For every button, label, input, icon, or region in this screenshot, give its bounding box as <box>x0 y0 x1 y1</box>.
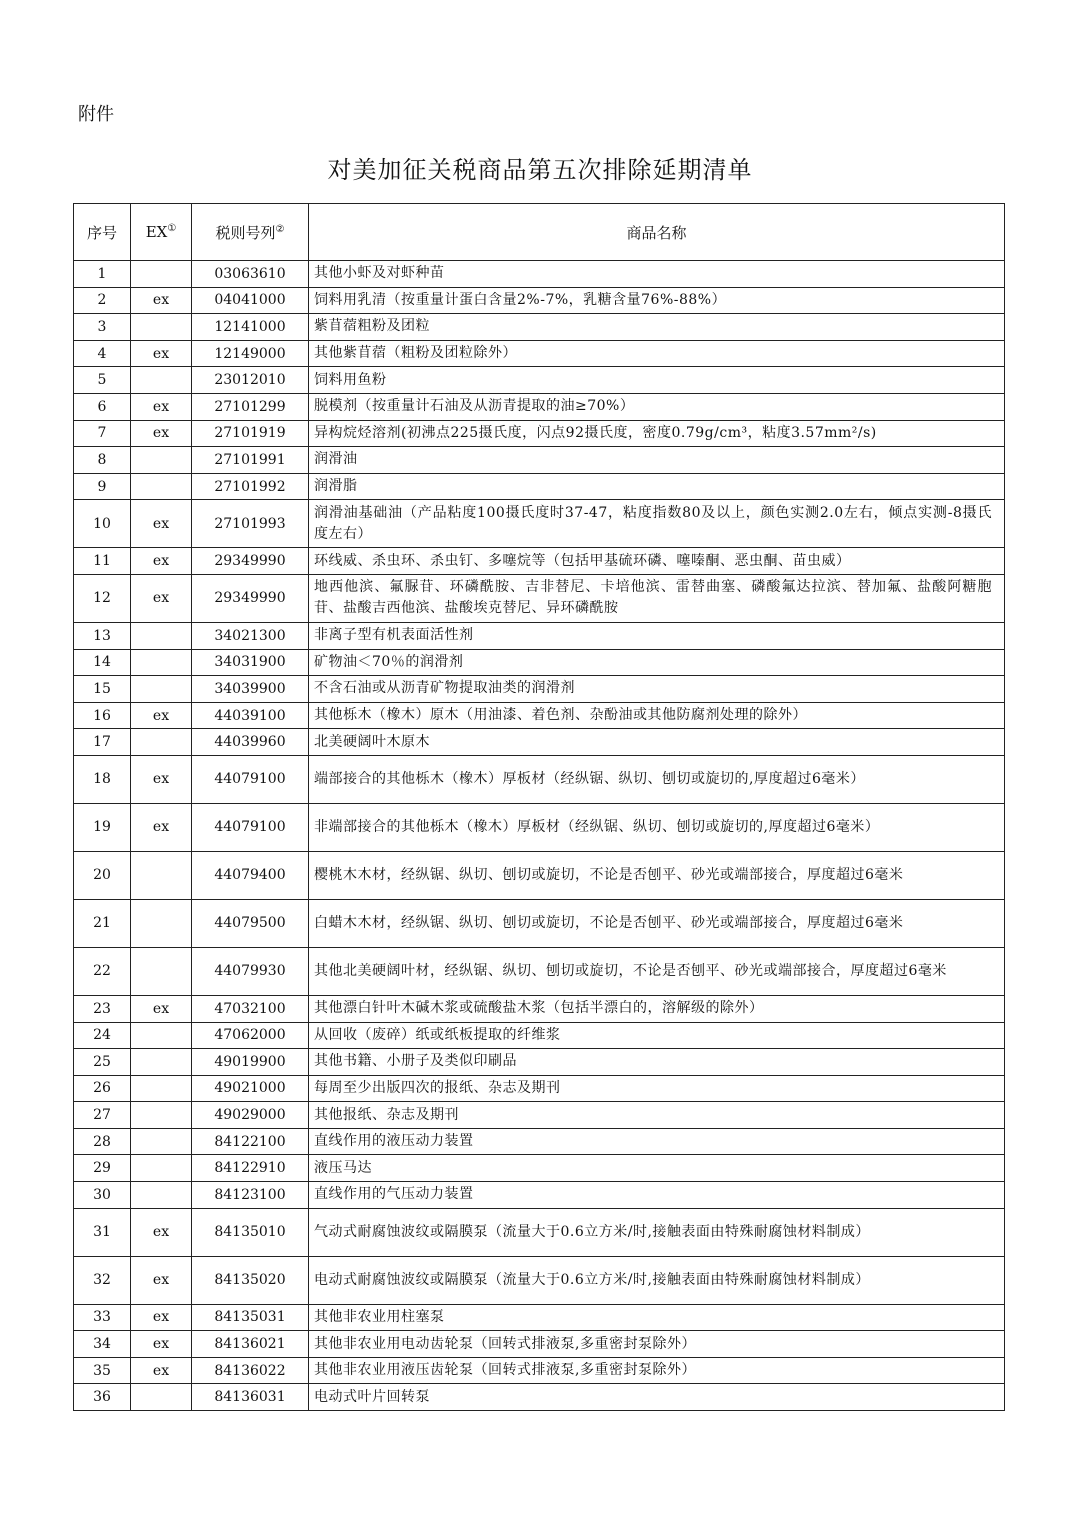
table-row <box>74 649 1005 676</box>
row-name: 北美硬阔叶木原木 <box>309 729 1005 756</box>
row-seq: 20 <box>74 851 131 899</box>
table-row <box>74 1155 1005 1182</box>
row-seq: 11 <box>74 548 131 575</box>
row-name: 其他北美硬阔叶材，经纵锯、纵切、刨切或旋切，不论是否刨平、砂光或端部接合，厚度超过6毫米 <box>309 947 1005 995</box>
row-ex: ex <box>131 803 192 851</box>
exclusion-list-table <box>73 203 1005 1411</box>
table-row <box>74 1384 1005 1411</box>
row-name: 直线作用的液压动力装置 <box>309 1128 1005 1155</box>
row-ex: ex <box>131 1304 192 1331</box>
row-code: 44079400 <box>192 851 309 899</box>
table-row <box>74 755 1005 803</box>
row-seq: 23 <box>74 995 131 1022</box>
document-title: 对美加征关税商品第五次排除延期清单 <box>327 156 753 184</box>
row-seq: 32 <box>74 1256 131 1304</box>
row-code: 47032100 <box>192 995 309 1022</box>
row-seq: 25 <box>74 1049 131 1076</box>
row-name: 樱桃木木材，经纵锯、纵切、刨切或旋切，不论是否刨平、砂光或端部接合，厚度超过6毫米 <box>309 851 1005 899</box>
attachment-label: 附件 <box>78 104 114 125</box>
row-ex <box>131 649 192 676</box>
row-code: 23012010 <box>192 367 309 394</box>
row-seq: 7 <box>74 420 131 447</box>
row-code: 84135031 <box>192 1304 309 1331</box>
row-name: 电动式叶片回转泵 <box>309 1384 1005 1411</box>
row-seq: 15 <box>74 676 131 703</box>
row-name: 其他报纸、杂志及期刊 <box>309 1102 1005 1129</box>
row-seq: 30 <box>74 1182 131 1209</box>
row-code: 04041000 <box>192 287 309 314</box>
row-seq: 35 <box>74 1357 131 1384</box>
row-name: 矿物油＜70％的润滑剂 <box>309 649 1005 676</box>
table-row <box>74 1049 1005 1076</box>
row-name: 其他非农业用液压齿轮泵（回转式排液泵,多重密封泵除外） <box>309 1357 1005 1384</box>
row-code: 12149000 <box>192 340 309 367</box>
row-name: 其他小虾及对虾种苗 <box>309 261 1005 288</box>
row-name: 其他漂白针叶木碱木浆或硫酸盐木浆（包括半漂白的，溶解级的除外） <box>309 995 1005 1022</box>
header-code <box>192 204 309 261</box>
row-name: 从回收（废碎）纸或纸板提取的纤维浆 <box>309 1022 1005 1049</box>
row-seq: 31 <box>74 1208 131 1256</box>
row-ex <box>131 314 192 341</box>
header-seq: 序号 <box>74 204 131 261</box>
row-seq: 8 <box>74 447 131 474</box>
row-code: 12141000 <box>192 314 309 341</box>
row-ex: ex <box>131 420 192 447</box>
table-row <box>74 314 1005 341</box>
table-row <box>74 899 1005 947</box>
row-seq: 26 <box>74 1075 131 1102</box>
header-ex-label: EX <box>145 223 168 241</box>
row-ex <box>131 1049 192 1076</box>
table-row <box>74 1128 1005 1155</box>
row-seq: 13 <box>74 622 131 649</box>
row-seq: 1 <box>74 261 131 288</box>
row-name: 地西他滨、氟脲苷、环磷酰胺、吉非替尼、卡培他滨、雷替曲塞、磷酸氟达拉滨、替加氟、盐酸阿糖胞苷、盐酸吉西他滨、盐酸埃克替尼、异环磷酰胺 <box>309 574 1005 622</box>
row-ex: ex <box>131 500 192 548</box>
row-code: 84123100 <box>192 1182 309 1209</box>
row-ex: ex <box>131 995 192 1022</box>
table-row <box>74 1022 1005 1049</box>
row-code: 27101993 <box>192 500 309 548</box>
table-row <box>74 473 1005 500</box>
row-ex <box>131 1022 192 1049</box>
row-ex: ex <box>131 548 192 575</box>
row-seq: 28 <box>74 1128 131 1155</box>
table-row <box>74 574 1005 622</box>
row-code: 84122100 <box>192 1128 309 1155</box>
row-name: 非端部接合的其他栎木（橡木）厚板材（经纵锯、纵切、刨切或旋切的,厚度超过6毫米） <box>309 803 1005 851</box>
row-ex: ex <box>131 702 192 729</box>
row-name: 每周至少出版四次的报纸、杂志及期刊 <box>309 1075 1005 1102</box>
row-seq: 19 <box>74 803 131 851</box>
row-name: 其他非农业用柱塞泵 <box>309 1304 1005 1331</box>
table-row <box>74 803 1005 851</box>
row-code: 34031900 <box>192 649 309 676</box>
row-name: 饲料用乳清（按重量计蛋白含量2%-7%，乳糖含量76%-88%） <box>309 287 1005 314</box>
table-row <box>74 622 1005 649</box>
table-row <box>74 1256 1005 1304</box>
row-code: 84136031 <box>192 1384 309 1411</box>
row-seq: 22 <box>74 947 131 995</box>
row-ex <box>131 1384 192 1411</box>
row-name: 直线作用的气压动力装置 <box>309 1182 1005 1209</box>
row-ex <box>131 1075 192 1102</box>
row-code: 84135010 <box>192 1208 309 1256</box>
table-row <box>74 447 1005 474</box>
row-name: 白蜡木木材，经纵锯、纵切、刨切或旋切，不论是否刨平、砂光或端部接合，厚度超过6毫米 <box>309 899 1005 947</box>
row-code: 44079100 <box>192 803 309 851</box>
row-code: 44039960 <box>192 729 309 756</box>
row-name: 其他栎木（橡木）原木（用油漆、着色剂、杂酚油或其他防腐剂处理的除外） <box>309 702 1005 729</box>
row-seq: 12 <box>74 574 131 622</box>
row-seq: 29 <box>74 1155 131 1182</box>
row-seq: 33 <box>74 1304 131 1331</box>
row-code: 03063610 <box>192 261 309 288</box>
row-ex: ex <box>131 287 192 314</box>
row-code: 84136022 <box>192 1357 309 1384</box>
row-ex <box>131 1102 192 1129</box>
row-name: 润滑油基础油（产品粘度100摄氏度时37-47，粘度指数80及以上，颜色实测2.0左右，倾点实测-8摄氏度左右） <box>309 500 1005 548</box>
table-row <box>74 287 1005 314</box>
row-code: 49019900 <box>192 1049 309 1076</box>
row-code: 27101299 <box>192 393 309 420</box>
table-row <box>74 1304 1005 1331</box>
table-row <box>74 420 1005 447</box>
row-ex <box>131 261 192 288</box>
row-ex <box>131 851 192 899</box>
row-ex <box>131 899 192 947</box>
row-name: 饲料用鱼粉 <box>309 367 1005 394</box>
row-name: 润滑脂 <box>309 473 1005 500</box>
row-ex: ex <box>131 1331 192 1358</box>
row-ex: ex <box>131 1208 192 1256</box>
row-seq: 34 <box>74 1331 131 1358</box>
row-code: 34021300 <box>192 622 309 649</box>
table-row <box>74 729 1005 756</box>
row-code: 44079930 <box>192 947 309 995</box>
row-seq: 36 <box>74 1384 131 1411</box>
table-row <box>74 1182 1005 1209</box>
header-ex-footnote: ① <box>167 223 177 234</box>
header-code-label: 税则号列 <box>215 223 276 242</box>
row-code: 44039100 <box>192 702 309 729</box>
row-seq: 18 <box>74 755 131 803</box>
row-ex: ex <box>131 393 192 420</box>
table-row <box>74 995 1005 1022</box>
row-seq: 4 <box>74 340 131 367</box>
row-ex: ex <box>131 1256 192 1304</box>
table-row <box>74 548 1005 575</box>
row-ex <box>131 367 192 394</box>
row-seq: 2 <box>74 287 131 314</box>
table-row <box>74 1075 1005 1102</box>
row-seq: 16 <box>74 702 131 729</box>
row-name: 紫苜蓿粗粉及团粒 <box>309 314 1005 341</box>
row-seq: 24 <box>74 1022 131 1049</box>
row-name: 脱模剂（按重量计石油及从沥青提取的油≥70%） <box>309 393 1005 420</box>
table-row <box>74 1102 1005 1129</box>
row-ex <box>131 1182 192 1209</box>
row-code: 29349990 <box>192 548 309 575</box>
header-ex <box>131 204 192 261</box>
row-name: 其他非农业用电动齿轮泵（回转式排液泵,多重密封泵除外） <box>309 1331 1005 1358</box>
table-row <box>74 676 1005 703</box>
table-header-row <box>74 204 1005 261</box>
row-code: 49029000 <box>192 1102 309 1129</box>
row-name: 液压马达 <box>309 1155 1005 1182</box>
row-seq: 14 <box>74 649 131 676</box>
row-seq: 6 <box>74 393 131 420</box>
row-name: 非离子型有机表面活性剂 <box>309 622 1005 649</box>
row-code: 27101919 <box>192 420 309 447</box>
row-ex <box>131 1128 192 1155</box>
table-row <box>74 500 1005 548</box>
row-code: 29349990 <box>192 574 309 622</box>
row-code: 84122910 <box>192 1155 309 1182</box>
row-code: 27101991 <box>192 447 309 474</box>
row-code: 84135020 <box>192 1256 309 1304</box>
table-row <box>74 851 1005 899</box>
row-name: 端部接合的其他栎木（橡木）厚板材（经纵锯、纵切、刨切或旋切的,厚度超过6毫米） <box>309 755 1005 803</box>
row-name: 异构烷烃溶剂(初沸点225摄氏度，闪点92摄氏度，密度0.79g/cm³，粘度3.57mm²/s) <box>309 420 1005 447</box>
row-ex <box>131 1155 192 1182</box>
header-code-footnote: ② <box>275 223 285 235</box>
row-ex: ex <box>131 340 192 367</box>
row-ex <box>131 729 192 756</box>
table-row <box>74 393 1005 420</box>
row-ex <box>131 473 192 500</box>
table-row <box>74 367 1005 394</box>
row-seq: 5 <box>74 367 131 394</box>
table-row <box>74 702 1005 729</box>
row-ex <box>131 447 192 474</box>
row-name: 润滑油 <box>309 447 1005 474</box>
row-seq: 10 <box>74 500 131 548</box>
row-code: 44079500 <box>192 899 309 947</box>
row-ex <box>131 622 192 649</box>
row-name: 环线威、杀虫环、杀虫钉、多噻烷等（包括甲基硫环磷、噻嗪酮、恶虫酮、苗虫威） <box>309 548 1005 575</box>
row-ex <box>131 676 192 703</box>
row-name: 其他书籍、小册子及类似印刷品 <box>309 1049 1005 1076</box>
row-seq: 17 <box>74 729 131 756</box>
table-row <box>74 1357 1005 1384</box>
row-seq: 27 <box>74 1102 131 1129</box>
row-code: 47062000 <box>192 1022 309 1049</box>
row-ex <box>131 947 192 995</box>
row-name: 其他紫苜蓿（粗粉及团粒除外） <box>309 340 1005 367</box>
row-ex: ex <box>131 1357 192 1384</box>
table-row <box>74 261 1005 288</box>
header-name: 商品名称 <box>309 204 1005 261</box>
row-code: 49021000 <box>192 1075 309 1102</box>
row-code: 44079100 <box>192 755 309 803</box>
table-row <box>74 947 1005 995</box>
row-name: 气动式耐腐蚀波纹或隔膜泵（流量大于0.6立方米/时,接触表面由特殊耐腐蚀材料制成） <box>309 1208 1005 1256</box>
row-code: 34039900 <box>192 676 309 703</box>
row-seq: 3 <box>74 314 131 341</box>
row-code: 27101992 <box>192 473 309 500</box>
table-row <box>74 1208 1005 1256</box>
table-row <box>74 1331 1005 1358</box>
row-code: 84136021 <box>192 1331 309 1358</box>
row-seq: 9 <box>74 473 131 500</box>
row-name: 不含石油或从沥青矿物提取油类的润滑剂 <box>309 676 1005 703</box>
row-ex: ex <box>131 755 192 803</box>
row-name: 电动式耐腐蚀波纹或隔膜泵（流量大于0.6立方米/时,接触表面由特殊耐腐蚀材料制成） <box>309 1256 1005 1304</box>
table-row <box>74 340 1005 367</box>
row-ex: ex <box>131 574 192 622</box>
row-seq: 21 <box>74 899 131 947</box>
